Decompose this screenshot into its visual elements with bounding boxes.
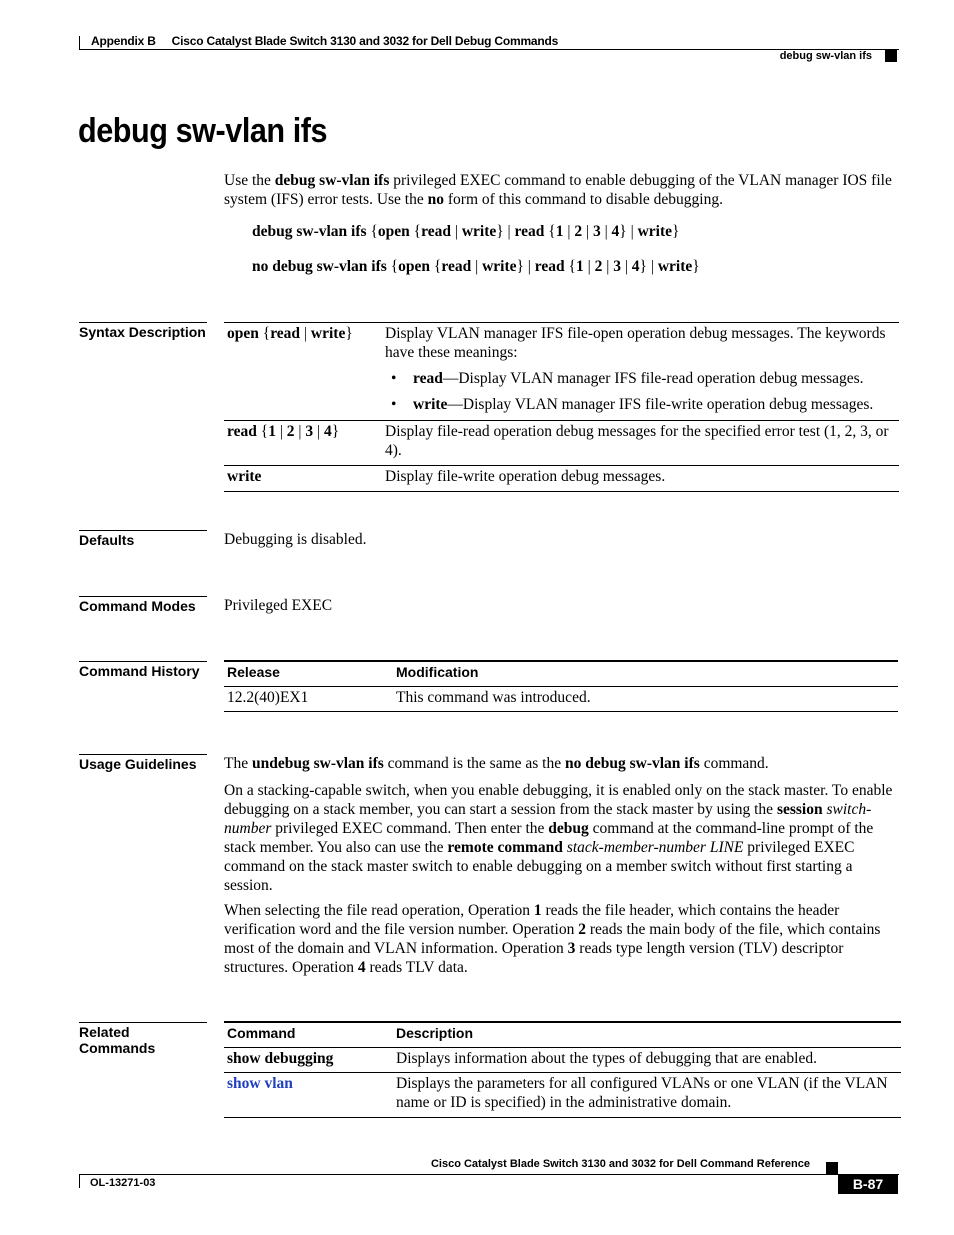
section-label-related-commands: Related Commands	[79, 1022, 207, 1056]
header-appendix: Appendix B	[91, 34, 156, 48]
usage-paragraph-1: The undebug sw-vlan ifs command is the same as the no debug sw-vlan ifs command.	[224, 755, 769, 772]
history-release: 12.2(40)EX1	[227, 689, 309, 706]
column-header-release: Release	[227, 664, 280, 680]
related-commands-table	[224, 1021, 901, 1118]
section-label-syntax-description: Syntax Description	[79, 324, 206, 340]
syntax-keyword: read {1 | 2 | 3 | 4}	[227, 423, 340, 440]
table-header-row	[224, 1022, 901, 1048]
section-label-command-history: Command History	[79, 661, 207, 679]
footer-left-rule	[79, 1174, 80, 1188]
page-title: debug sw-vlan ifs	[78, 112, 328, 150]
syntax-description: Display file-read operation debug messages for the specified error test (1, 2, 3, or 4).	[385, 423, 889, 459]
header-marker	[885, 50, 897, 62]
column-header-modification: Modification	[396, 664, 479, 680]
section-label-usage-guidelines: Usage Guidelines	[79, 754, 207, 772]
header-chapter: Cisco Catalyst Blade Switch 3130 and 3032 for Dell Debug Commands	[171, 34, 559, 48]
footer-doc-number: OL-13271-03	[90, 1177, 156, 1189]
running-header	[91, 34, 558, 48]
syntax-keyword: write	[227, 468, 262, 485]
column-header-command: Command	[227, 1025, 296, 1041]
related-command	[224, 1073, 392, 1118]
syntax-keyword: open {read | write}	[227, 325, 353, 342]
intro-paragraph: Use the debug sw-vlan ifs privileged EXEC command to enable debugging of the VLAN manager IOS file system (IFS) error tests. Use the no form of this command to disable debugging.	[224, 172, 892, 208]
syntax-description: Display file-write operation debug messages.	[385, 468, 666, 485]
list-item: • read—Display VLAN manager IFS file-read operation debug messages.	[391, 370, 864, 387]
footer-marker	[826, 1162, 838, 1174]
header-left-rule	[79, 36, 80, 50]
table-header-row	[224, 661, 898, 687]
show-vlan-link[interactable]: show vlan	[227, 1075, 293, 1092]
syntax-description: Display VLAN manager IFS file-open operation debug messages. The keywords have these meanings: • read—Display VLAN manager IFS file-read operation debug messages. • write—Display VLAN manager IFS file-write operation debug messages.	[384, 323, 899, 421]
column-header-description: Description	[396, 1025, 474, 1041]
usage-paragraph-2: On a stacking-capable switch, when you enable debugging, it is enabled only on the stack master. To enable debugging on a stack member, you can start a session from the stack master by using the session switch-number privileged EXEC command. Then enter the debug command at the command-line prompt of the stack member. You also can use the remote command stack-member-number LINE privileged EXEC command on the stack master switch to enable debugging on a member switch without first starting a session.	[224, 782, 893, 894]
footer-rule	[79, 1174, 899, 1175]
defaults-text: Debugging is disabled.	[224, 531, 367, 548]
section-label-defaults: Defaults	[79, 530, 207, 548]
table-row	[224, 1073, 901, 1118]
page-number: B-87	[838, 1175, 898, 1194]
table-row	[224, 421, 899, 466]
syntax-line-debug: debug sw-vlan ifs {open {read | write} | read {1 | 2 | 3 | 4} | write}	[252, 223, 680, 240]
section-label-command-modes: Command Modes	[79, 596, 207, 614]
related-description: Displays information about the types of debugging that are enabled.	[396, 1050, 817, 1067]
syntax-line-no-debug: no debug sw-vlan ifs {open {read | write} | read {1 | 2 | 3 | 4} | write}	[252, 258, 700, 275]
table-row	[224, 466, 899, 492]
footer-book-title: Cisco Catalyst Blade Switch 3130 and 3032 for Dell Command Reference	[430, 1158, 810, 1170]
command-modes-text: Privileged EXEC	[224, 597, 333, 614]
table-row	[224, 323, 899, 421]
list-item: • write—Display VLAN manager IFS file-write operation debug messages.	[391, 396, 874, 413]
table-row	[224, 687, 898, 712]
command-history-table	[224, 660, 898, 712]
table-row	[224, 1048, 901, 1073]
related-description: Displays the parameters for all configured VLANs or one VLAN (if the VLAN name or ID is specified) in the administrative domain.	[396, 1075, 888, 1111]
syntax-description-table	[224, 322, 899, 492]
header-command: debug sw-vlan ifs	[779, 50, 872, 62]
related-command: show debugging	[227, 1050, 334, 1067]
usage-paragraph-3: When selecting the file read operation, Operation 1 reads the file header, which contains the header verification word and the file version number. Operation 2 reads the main body of the file, which contains most of the domain and VLAN information. Operation 3 reads type length version (TLV) descriptor structures. Operation 4 reads TLV data.	[224, 902, 881, 976]
history-modification: This command was introduced.	[396, 689, 591, 706]
